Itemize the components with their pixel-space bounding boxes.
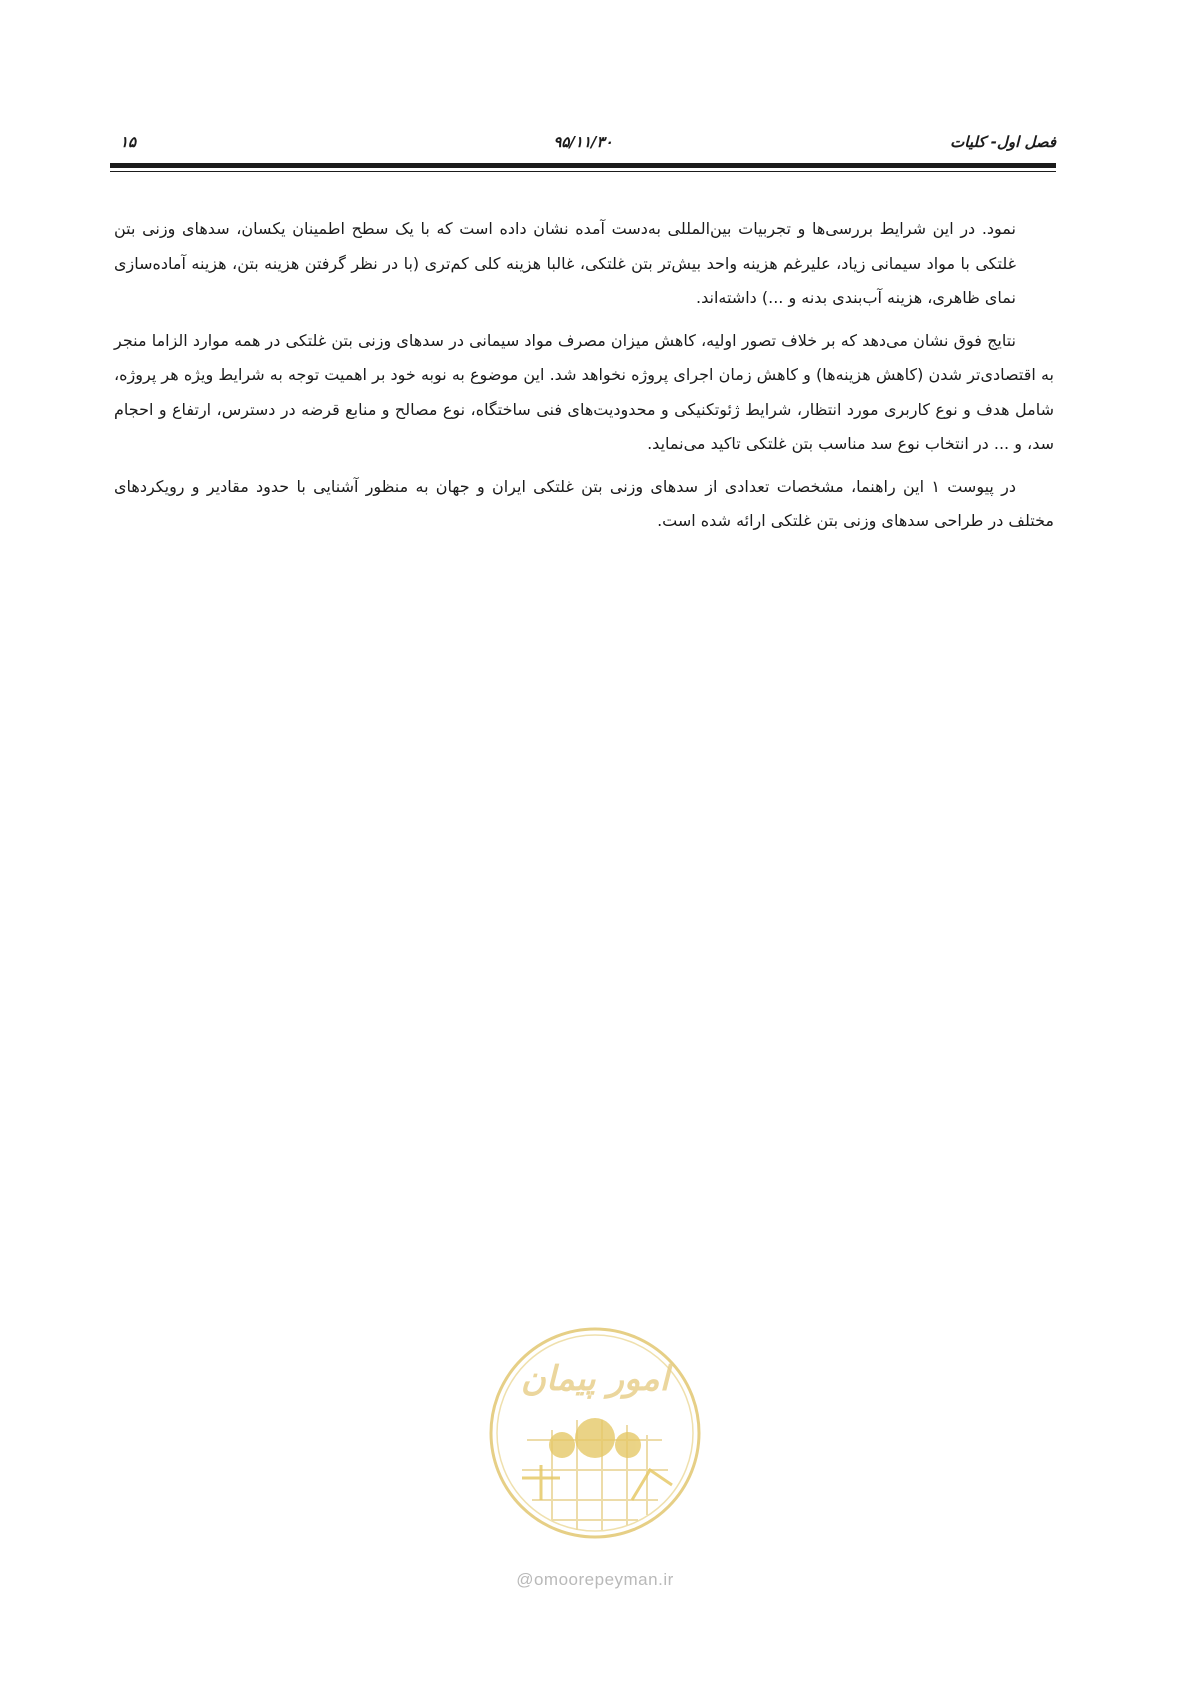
page-header	[110, 130, 1056, 160]
body-text	[114, 212, 1054, 547]
header-rule-thick	[110, 163, 1056, 168]
paragraph-2: نتایج فوق نشان می‌دهد که بر خلاف تصور اولیه، کاهش میزان مصرف مواد سیمانی در سدهای وزنی بتن غلتکی در همه موارد الزاما منجر به اقتصادی‌تر شدن (کاهش هزینه‌ها) و کاهش زمان اجرای پروژه نخواهد شد. این موضوع به نوبه خود بر اهمیت توجه به شرایط ویژه هر پروژه، شامل هدف و نوع کاربری مورد انتظار، شرایط ژئوتکنیکی و محدودیت‌های فنی ساختگاه، نوع مصالح و منابع قرضه در دسترس، ارتفاع و احجام سد، و ... در انتخاب نوع سد مناسب بتن غلتکی تاکید می‌نماید.	[114, 330, 1054, 453]
watermark	[482, 1320, 708, 1620]
header-date: ۹۵/۱۱/۳۰	[553, 133, 613, 151]
header-rule-thin	[110, 171, 1056, 172]
chapter-title: فصل اول- کلیات	[950, 133, 1056, 151]
paragraph-1: نمود. در این شرایط بررسی‌ها و تجربیات بین‌المللی به‌دست آمده نشان داده است که با یک سطح اطمینان یکسان، سدهای وزنی بتن غلتکی با مواد سیمانی زیاد، علیرغم هزینه واحد بیش‌تر بتن غلتکی، غالبا هزینه کلی کم‌تری (با در نظر گرفتن هزینه بتن، هزینه آماده‌سازی نمای ظاهری، هزینه آب‌بندی بدنه و ...) داشته‌اند.	[114, 219, 1016, 307]
page-number: ۱۵	[120, 133, 137, 151]
watermark-url: @omoorepeyman.ir	[516, 1570, 674, 1589]
watermark-logo-text: امور پیمان	[520, 1359, 670, 1399]
watermark-logo	[482, 1320, 708, 1560]
paragraph-3: در پیوست ۱ این راهنما، مشخصات تعدادی از سدهای وزنی بتن غلتکی ایران و جهان به منظور آشنایی با حدود مقادیر و رویکردهای مختلف در طراحی سدهای وزنی بتن غلتکی ارائه شده است.	[114, 476, 1054, 530]
